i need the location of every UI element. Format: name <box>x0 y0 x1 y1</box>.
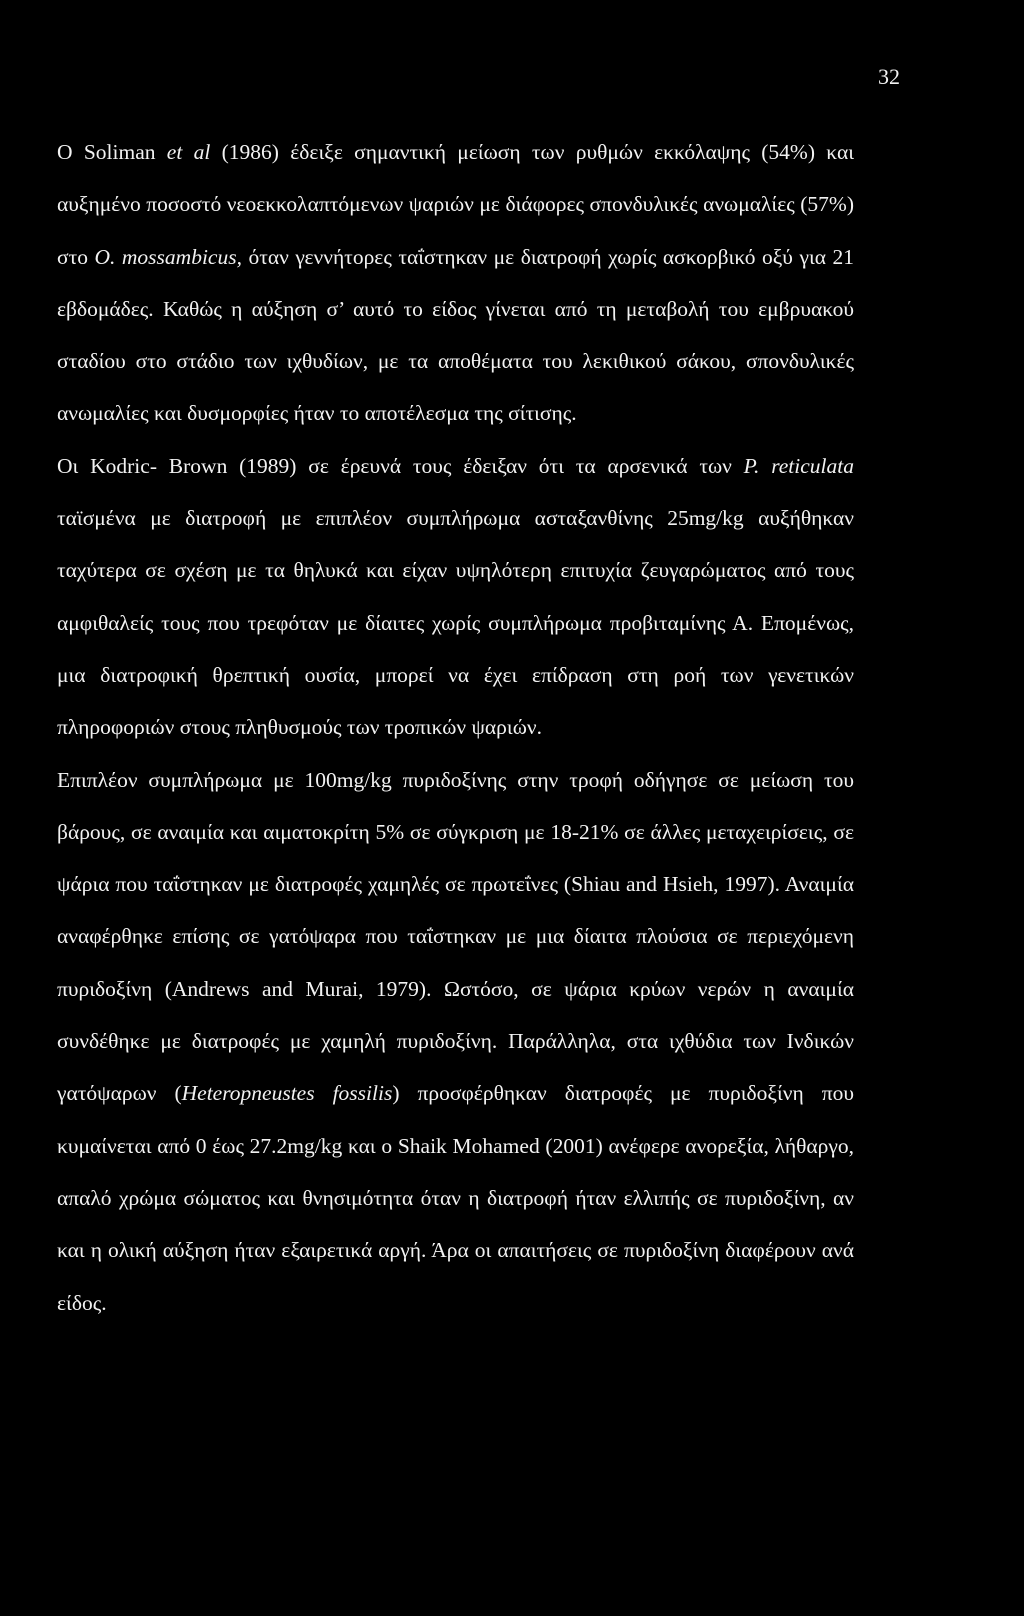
text-run: Επιπλέον συμπλήρωμα με 100mg/kg πυριδοξίνης στην τροφή οδήγησε σε μείωση του βάρους, σε αναιμία και αιματοκρίτη 5% σε σύγκριση με 18-21% σε άλλες μεταχειρίσεις, σε ψάρια που ταΐστηκαν με διατροφές χαμηλές σε πρωτεΐνες (Shiau and Hsieh, 1997). Αναιμία αναφέρθηκε επίσης σε γατόψαρα που ταΐστηκαν με μια δίαιτα πλούσια σε περιεχόμενη πυριδοξίνη (Andrews and Murai, 1979). Ωστόσο, σε ψάρια κρύων νερών η αναιμία συνδέθηκε με διατροφές με χαμηλή πυριδοξίνη. Παράλληλα, στα ιχθύδια των Ινδικών γατόψαρων ( <box>57 767 854 1106</box>
text-run: Ο Soliman <box>57 140 167 164</box>
text-run: ταϊσμένα με διατροφή με επιπλέον συμπλήρωμα ασταξανθίνης 25mg/kg αυξήθηκαν ταχύτερα σε σχέση με τα θηλυκά και είχαν υψηλότερη επιτυχία ζευγαρώματος από τους αμφιθαλείς τους που τρεφόταν με δίαιτες χωρίς συμπλήρωμα προβιταμίνης Α. Επομένως, μια διατροφική θρεπτική ουσία, μπορεί να έχει επίδραση στη ροή των γενετικών πληροφοριών στους πληθυσμούς των τροπικών ψαριών. <box>57 506 854 740</box>
paragraph-soliman <box>57 126 854 440</box>
text-run: (1986) έδειξε σημαντική μείωση των ρυθμών εκκόλαψης (54%) και αυξημένο ποσοστό νεοεκκολαπτόμενων ψαριών με διάφορες σπονδυλικές ανωμαλίες (57%) στο <box>57 140 854 269</box>
paragraph-pyridoxine <box>57 754 854 1329</box>
body-text <box>57 126 854 1329</box>
italic-text: P. reticulata <box>743 453 854 478</box>
paragraph-kodric-brown <box>57 440 854 754</box>
text-run: όταν γεννήτορες ταΐστηκαν με διατροφή χωρίς ασκορβικό οξύ για 21 εβδομάδες. Καθώς η αύξηση σ’ αυτό το είδος γίνεται από τη μεταβολή του εμβρυακού σταδίου στο στάδιο των ιχθυδίων, με τα αποθέματα του λεκιθικού σάκου, σπονδυλικές ανωμαλίες και δυσμορφίες ήταν το αποτέλεσμα της σίτισης. <box>57 244 854 426</box>
text-run: Οι Kodric- Brown (1989) σε έρευνά τους έδειξαν ότι τα αρσενικά των <box>57 453 744 478</box>
italic-text: Heteropneustes fossilis <box>181 1081 393 1106</box>
text-run: ) προσφέρθηκαν διατροφές με πυριδοξίνη που κυμαίνεται από 0 έως 27.2mg/kg και ο Shaik Mohamed (2001) ανέφερε ανορεξία, λήθαργο, απαλό χρώμα σώματος και θνησιμότητα όταν η διατροφή ήταν ελλιπής σε πυριδοξίνη, αν και η ολική αύξηση ήταν εξαιρετικά αργή. Άρα οι απαιτήσεις σε πυριδοξίνη διαφέρουν ανά είδος. <box>57 1081 854 1315</box>
italic-text: et al <box>166 140 211 164</box>
page-number: 32 <box>878 64 900 89</box>
italic-text: O. mossambicus, <box>94 244 242 269</box>
